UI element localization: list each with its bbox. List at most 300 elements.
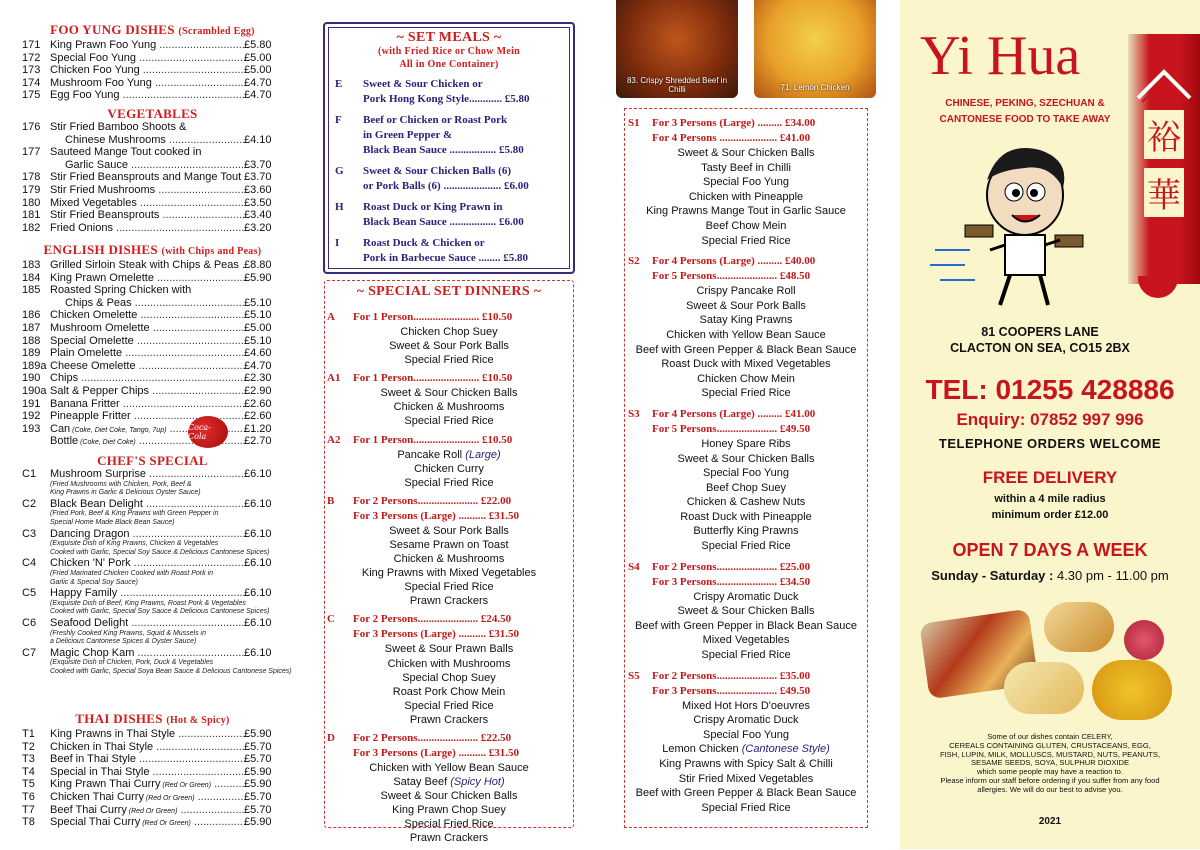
item-name: Special Omelette ..... — [50, 335, 245, 348]
item-name: Grilled Sirloin Steak with Chips & Peas ..... — [50, 259, 245, 272]
item-name: Roasted Spring Chicken with — [50, 284, 192, 297]
set-dinner-price: For 4 Persons (Large) ......... £40.00 — [652, 255, 816, 268]
chinese-roof-icon — [1134, 68, 1194, 104]
open-days: OPEN 7 DAYS A WEEK — [952, 540, 1148, 560]
menu-item — [0, 335, 305, 348]
set-dinner — [327, 612, 571, 727]
set-dinner-price: For 1 Person........................ £10.50 — [353, 433, 513, 446]
set-dinner-price: For 3 Persons...................... £34.50 — [652, 575, 811, 588]
set-meal-letter: E — [335, 78, 343, 90]
set-dinner-item: Beef with Green Pepper & Black Bean Sauce — [635, 343, 857, 356]
set-dinner-item: Mixed Hot Hors D'oeuvres — [681, 699, 811, 712]
set-dinner — [628, 254, 864, 401]
menu-item — [0, 52, 305, 65]
item-description: (Exquisite Dish of Beef, King Prawns, Roast Pork & Vegetables — [50, 599, 246, 607]
free-delivery-title: FREE DELIVERY — [982, 468, 1118, 487]
item-price: £5.90 — [244, 765, 272, 778]
set-dinner-item: Prawn Crackers — [409, 832, 489, 845]
set-dinner-item: Satay King Prawns — [699, 314, 793, 327]
allergy-line: allergies. We will do our best to advise you. — [977, 784, 1123, 794]
set-dinner-item: King Prawns Mange Tout in Garlic Sauce — [646, 205, 846, 218]
item-name: Special in Thai Style ..... — [50, 766, 245, 779]
set-dinner-item: Special Foo Yung — [702, 728, 790, 741]
item-number: T7 — [22, 803, 35, 816]
menu-item — [0, 804, 305, 817]
item-name: King Prawn Omelette ..... — [50, 272, 245, 285]
set-dinner-item: Chicken Chow Mein — [697, 372, 795, 385]
menu-item — [0, 259, 305, 272]
set-dinner-item: Sweet & Sour Chicken Balls — [380, 790, 518, 803]
set-dinner-price: For 3 Persons...................... £49.50 — [652, 684, 811, 697]
item-annotation: (Cantonese Style) — [738, 743, 830, 756]
item-number: C3 — [22, 527, 37, 540]
item-name-continued — [0, 159, 305, 172]
item-note: (Red Or Green) — [160, 782, 212, 790]
item-price: £3.50 — [244, 196, 272, 209]
family-set-dinners-section — [628, 116, 864, 821]
set-dinner-price-line — [628, 254, 864, 269]
hours-days: Sunday - Saturday : — [931, 568, 1054, 583]
item-price: £3.60 — [244, 183, 272, 196]
menu-item — [0, 284, 305, 297]
set-dinner-item: Chicken & Mushrooms — [393, 553, 505, 566]
item-price: £6.10 — [244, 616, 272, 629]
item-number: 186 — [22, 309, 41, 322]
set-dinner-price-line — [327, 433, 571, 448]
section-title: ENGLISH DISHES (with Chips and Peas) — [43, 242, 262, 257]
menu-item — [0, 816, 305, 829]
set-meal-item — [335, 113, 569, 158]
set-meal-line: Black Bean Sauce ................. £5.80 — [363, 144, 524, 156]
item-number: 180 — [22, 196, 41, 209]
menu-item — [0, 435, 305, 448]
set-dinner-item: Sweet & Sour Pork Balls — [389, 340, 509, 353]
set-meal-line: in Green Pepper & — [363, 129, 453, 141]
item-number: 188 — [22, 334, 41, 347]
item-price: £2.60 — [244, 410, 272, 423]
set-dinner-item: Special Chop Suey — [402, 671, 496, 684]
item-name: Stir Fried Bamboo Shoots & — [50, 121, 187, 133]
set-meal-letter: H — [335, 201, 344, 213]
item-note: (Red Or Green) — [126, 807, 178, 815]
chinese-character-2: 華 — [1144, 168, 1184, 217]
opening-hours — [900, 568, 1200, 583]
set-dinner-code: S4 — [628, 560, 640, 573]
section-title: CHEF'S SPECIAL — [97, 453, 208, 468]
menu-item — [0, 146, 305, 159]
item-number: 189a — [22, 359, 47, 372]
set-dinner-price-line — [628, 684, 864, 699]
set-dinner-item: Beef Chop Suey — [705, 481, 787, 494]
item-price: £5.90 — [244, 728, 272, 740]
set-dinner-price-line — [327, 371, 571, 386]
set-dinner — [327, 371, 571, 428]
set-dinner-price-line — [327, 612, 571, 627]
item-number: C5 — [22, 587, 37, 600]
set-dinner — [327, 731, 571, 846]
set-dinner-item: Chicken & Mushrooms — [393, 401, 505, 414]
set-dinner-price: For 2 Persons...................... £25.00 — [652, 560, 811, 573]
item-price: £6.10 — [244, 587, 272, 600]
chinese-character-1: 裕 — [1144, 110, 1184, 159]
item-description: Cooked with Garlic, Special Soy Sauce & Delicious Cantonese Spices) — [50, 548, 270, 556]
item-name: Cheese Omelette ..... — [50, 360, 245, 373]
item-price: £2.60 — [244, 397, 272, 410]
set-meal-item — [335, 164, 569, 194]
set-dinner-price: For 5 Persons...................... £49.50 — [652, 422, 811, 435]
set-meal-line: Roast Duck & Chicken or — [363, 237, 485, 249]
item-name: Pineapple Fritter ..... — [50, 410, 245, 423]
menu-item — [0, 557, 305, 570]
set-dinner-item: Special Foo Yung — [702, 467, 790, 480]
hours-time: 4.30 pm - 11.00 pm — [1056, 568, 1169, 583]
menu-item — [0, 197, 305, 210]
enquiry-phone: Enquiry: 07852 997 996 — [956, 410, 1144, 429]
set-meal-line: Beef or Chicken or Roast Pork — [363, 114, 508, 126]
set-dinner-item: Special Fried Rice — [701, 387, 791, 400]
year: 2021 — [1038, 816, 1062, 827]
menu-item — [0, 64, 305, 77]
section-subtitle: All in One Container) — [399, 59, 499, 70]
set-dinner — [628, 560, 864, 663]
menu-item — [0, 39, 305, 52]
set-dinner-item: Special Fried Rice — [404, 476, 494, 489]
item-price: £5.90 — [244, 778, 272, 791]
item-name: Happy Family ..... — [50, 587, 245, 600]
allergy-notice — [910, 733, 1190, 795]
bowl-icon — [1138, 276, 1178, 298]
set-dinner-item: Honey Spare Ribs — [701, 437, 791, 450]
item-name: Plain Omelette ..... — [50, 347, 245, 360]
set-dinner-item: Special Fried Rice — [404, 699, 494, 712]
photo-caption: 71. Lemon Chicken — [780, 83, 850, 92]
set-dinner — [628, 407, 864, 554]
address-line: CLACTON ON SEA, CO15 2BX — [950, 341, 1130, 355]
item-description: Cooked with Garlic, Special Soy Sauce & Delicious Cantonese Spices) — [50, 608, 270, 616]
allergy-line: SESAME SEEDS, SOYA, SULPHUR DIOXIDE — [970, 758, 1130, 768]
set-meal-line: Roast Duck or King Prawn in — [363, 201, 503, 213]
menu-item — [0, 184, 305, 197]
item-price: £5.00 — [244, 321, 272, 334]
item-price: £4.70 — [244, 76, 272, 89]
item-number: 177 — [22, 146, 41, 159]
set-meal-letter: F — [335, 114, 342, 126]
menu-item — [0, 753, 305, 766]
item-number: 178 — [22, 171, 41, 184]
item-number: C1 — [22, 468, 37, 480]
set-dinner-price-line — [628, 131, 864, 146]
item-number: 185 — [22, 284, 41, 297]
item-number: 172 — [22, 51, 41, 64]
set-dinner-item: Tasty Beef in Chilli — [701, 161, 791, 174]
item-number: C4 — [22, 557, 37, 570]
item-number: 192 — [22, 410, 41, 423]
item-price: £2.30 — [244, 372, 272, 385]
item-description: (Fried Mushrooms with Chicken, Pork, Beef & — [50, 480, 192, 488]
set-dinner-item: Sweet & Sour Pork Balls — [686, 299, 806, 312]
set-dinner-item: Chicken & Cashew Nuts — [686, 496, 806, 509]
item-price: £2.90 — [244, 384, 272, 397]
item-price: £4.70 — [244, 359, 272, 372]
item-description: Special Home Made Black Bean Sauce) — [50, 518, 175, 526]
set-dinner-price: For 4 Persons (Large) ......... £41.00 — [652, 407, 816, 420]
menu-item — [0, 728, 305, 741]
menu-item — [0, 423, 305, 436]
item-name: Stir Fried Mushrooms ..... — [50, 184, 245, 197]
set-dinner-item: Prawn Crackers — [409, 713, 489, 726]
set-dinner-item: Prawn Crackers — [409, 595, 489, 608]
item-name: Can (Coke, Diet Coke, Tango, 7up) ..... — [50, 423, 245, 438]
menu-item — [0, 766, 305, 779]
set-dinner-code: S2 — [628, 255, 640, 268]
item-price: £5.00 — [244, 51, 272, 64]
restaurant-info-panel — [900, 0, 1200, 849]
item-name: Chips & Peas ..... — [65, 297, 245, 310]
item-price: £5.70 — [244, 740, 272, 753]
item-name: Fried Onions ..... — [50, 222, 245, 235]
set-dinner-item: Special Fried Rice — [404, 354, 494, 367]
set-dinner-item: Crispy Aromatic Duck — [693, 590, 799, 603]
item-price: £8.80 — [244, 259, 272, 271]
set-dinner-item: Beef with Green Pepper & Black Bean Sauce — [635, 787, 857, 800]
menu-item — [0, 347, 305, 360]
menu-item — [0, 309, 305, 322]
section-title: FOO YUNG DISHES (Scrambled Egg) — [50, 22, 255, 37]
item-number: T4 — [22, 765, 35, 778]
item-number: 191 — [22, 397, 41, 410]
item-name: Chicken Omelette ..... — [50, 309, 245, 322]
set-dinner-item: Crispy Aromatic Duck — [693, 714, 799, 727]
item-name: Black Bean Delight ..... — [50, 498, 245, 511]
set-dinner-item: Mixed Vegetables — [702, 634, 790, 647]
set-dinner-price: For 2 Persons...................... £22.00 — [353, 494, 512, 507]
item-note: (Red Or Green) — [143, 794, 195, 802]
menu-item — [0, 322, 305, 335]
set-dinner-item: Special Fried Rice — [404, 415, 494, 428]
set-dinner-item: Roast Pork Chow Mein — [392, 685, 506, 698]
item-number: T5 — [22, 778, 35, 791]
set-dinner-code: A1 — [327, 372, 341, 385]
vegetables-section — [0, 106, 305, 234]
item-number: 190a — [22, 384, 47, 397]
delivery-info — [900, 491, 1200, 523]
item-name: Chips ..... — [50, 372, 245, 385]
section-subtitle: (with Fried Rice or Chow Mein — [377, 46, 521, 57]
item-number: 187 — [22, 321, 41, 334]
set-dinner-price-line — [327, 731, 571, 746]
set-dinner-item: Chicken with Pineapple — [688, 190, 804, 203]
set-dinner-item: Stir Fried Mixed Vegetables — [678, 772, 814, 785]
lemon-chicken-photo — [754, 0, 876, 98]
set-meal-line: or Pork Balls (6) ..................... £6.00 — [363, 180, 529, 192]
set-meals-section — [329, 30, 569, 272]
item-price: £4.60 — [244, 347, 272, 360]
chef-mascot-icon — [930, 140, 1100, 310]
menu-item — [0, 410, 305, 423]
item-name: Salt & Pepper Chips ..... — [50, 385, 245, 398]
item-price: £6.10 — [244, 497, 272, 510]
set-dinner-item: Beef Chow Mein — [705, 219, 787, 232]
menu-item — [0, 791, 305, 804]
set-dinner-price-line — [327, 310, 571, 325]
item-note: (Coke, Diet Coke, Tango, 7up) — [70, 426, 167, 434]
menu-item — [0, 372, 305, 385]
set-dinner-item: Lemon Chicken (Cantonese Style) — [662, 743, 830, 756]
item-description: a Delicious Cantonese Spices & Oyster Sauce) — [50, 638, 197, 646]
set-meal-line: Pork Hong Kong Style............ £5.80 — [363, 93, 530, 105]
item-number: C7 — [22, 646, 37, 659]
item-number: T6 — [22, 790, 35, 803]
set-dinner-price-line — [327, 746, 571, 761]
set-dinner-item: Sweet & Sour Chicken Balls — [380, 387, 518, 400]
menu-item — [0, 647, 305, 660]
crispy-beef-photo — [616, 0, 738, 98]
item-description: (Freshly Cooked King Prawns, Squid & Mussels in — [50, 629, 207, 637]
item-price: £4.10 — [244, 133, 272, 146]
item-number: T8 — [22, 816, 35, 829]
item-name: Egg Foo Yung ..... — [50, 89, 245, 102]
menu-item — [0, 77, 305, 90]
set-dinner-item: Sweet & Sour Chicken Balls — [677, 452, 815, 465]
set-dinner-item: Special Fried Rice — [701, 801, 791, 814]
set-dinner-price-line — [628, 422, 864, 437]
coca-cola-can-image: Coca-Cola — [188, 416, 228, 448]
set-dinner — [327, 494, 571, 609]
allergy-line: CEREALS CONTAINING GLUTEN, CRUSTACEANS, EGG, — [949, 740, 1151, 750]
set-dinner-item: Special Foo Yung — [702, 176, 790, 189]
item-description: (Exquisite Dish of King Prawns, Chicken & Vegetables — [50, 540, 219, 548]
allergy-line: Some of our dishes contain CELERY, — [987, 732, 1113, 741]
item-name: Stir Fried Beansprouts ..... — [50, 209, 245, 222]
set-dinner-code: A2 — [327, 433, 341, 446]
menu-item — [0, 385, 305, 398]
delivery-line: within a 4 mile radius — [994, 493, 1106, 505]
telephone: TEL: 01255 428886 — [925, 374, 1175, 405]
item-price: £5.90 — [244, 271, 272, 284]
menu-item — [0, 528, 305, 541]
item-name: Mushroom Omelette ..... — [50, 322, 245, 335]
set-dinner-price-line — [327, 509, 571, 524]
item-description: Garlic & Special Soy Sauce) — [50, 578, 138, 586]
set-dinner-price: For 3 Persons (Large) .......... £31.50 — [353, 746, 519, 759]
item-name: King Prawns in Thai Style ..... — [50, 728, 245, 741]
item-name-continued — [0, 134, 305, 147]
set-dinner-price-line — [327, 627, 571, 642]
set-meal-line: Sweet & Sour Chicken Balls (6) — [363, 165, 511, 177]
item-number: 179 — [22, 183, 41, 196]
set-dinner-item: Special Fried Rice — [404, 581, 494, 594]
set-dinner-item: Chicken Curry — [414, 462, 484, 475]
item-name: Special Foo Yung ..... — [50, 52, 245, 65]
allergy-line: Please inform our staff before ordering if you suffer from any food — [940, 775, 1160, 785]
menu-item — [0, 468, 305, 481]
item-price: £5.90 — [244, 816, 272, 829]
item-price: £5.00 — [244, 64, 272, 77]
item-name: Chinese Mushrooms ..... — [65, 134, 245, 147]
item-number: 182 — [22, 221, 41, 234]
item-name: King Prawn Thai Curry (Red Or Green) ..... — [50, 778, 245, 793]
item-number: T1 — [22, 728, 35, 740]
allergy-line: FISH, LUPIN, MILK, MOLLUSCS, MUSTARD, NUTS, PEANUTS, — [939, 749, 1161, 759]
item-number: T2 — [22, 740, 35, 753]
set-dinner-price-line — [628, 116, 864, 131]
item-price: £5.10 — [244, 334, 272, 347]
set-dinner-item: Sesame Prawn on Toast — [389, 538, 509, 551]
set-dinner — [628, 116, 864, 248]
item-price: £1.20 — [244, 422, 272, 435]
set-meal-line: Sweet & Sour Chicken or — [363, 78, 483, 90]
set-dinner-item: Special Fried Rice — [404, 818, 494, 831]
food-platter-photo — [924, 602, 1174, 722]
item-price: £3.70 — [244, 158, 272, 171]
item-name: King Prawn Foo Yung ..... — [50, 39, 245, 52]
menu-column-3 — [588, 0, 900, 849]
set-dinner-item: Beef with Green Pepper in Black Bean Sauce — [635, 619, 857, 632]
set-dinner-item: Special Fried Rice — [701, 234, 791, 247]
set-dinner-price: For 1 Person........................ £10.50 — [353, 311, 513, 323]
item-number: C6 — [22, 616, 37, 629]
telephone-orders: TELEPHONE ORDERS WELCOME — [938, 436, 1162, 451]
item-price: £5.80 — [244, 39, 272, 51]
item-number: 189 — [22, 347, 41, 360]
tagline-line: CHINESE, PEKING, SZECHUAN & — [945, 98, 1105, 109]
set-dinner-price-line — [628, 269, 864, 284]
item-number: 190 — [22, 372, 41, 385]
item-price: £2.70 — [244, 435, 272, 448]
restaurant-name: Yi Hua — [920, 25, 1081, 87]
set-dinner-code: B — [327, 494, 335, 507]
set-dinner-item: Chicken with Mushrooms — [387, 657, 511, 670]
set-dinner-code: S1 — [628, 117, 640, 129]
item-number: C2 — [22, 497, 37, 510]
set-dinner-item: Satay Beef (Spicy Hot) — [393, 776, 505, 789]
set-dinner-price-line — [628, 560, 864, 575]
set-dinner-price: For 3 Persons (Large) .......... £31.50 — [353, 628, 519, 641]
set-dinner-item: Sweet & Sour Chicken Balls — [677, 147, 815, 159]
set-meal-line: Pork in Barbecue Sauce ........ £5.80 — [363, 252, 528, 264]
item-price: £5.70 — [244, 790, 272, 803]
item-number: 173 — [22, 64, 41, 77]
item-name: Beef in Thai Style ..... — [50, 753, 245, 766]
item-name: Chicken Foo Yung ..... — [50, 64, 245, 77]
item-name: Seafood Delight ..... — [50, 617, 245, 630]
set-meal-item — [335, 77, 569, 107]
photo-caption: 83. Crispy Shredded Beef in Chilli — [626, 76, 728, 94]
menu-column-1 — [0, 0, 305, 849]
menu-item — [0, 398, 305, 411]
item-name: Garlic Sauce ..... — [65, 159, 245, 172]
item-name: Bottle (Coke, Diet Coke) ..... — [50, 435, 245, 450]
item-name: Chicken Thai Curry (Red Or Green) ..... — [50, 791, 245, 806]
item-price: £5.10 — [244, 309, 272, 322]
special-dinners-section — [327, 284, 571, 850]
item-annotation: (Large) — [462, 448, 501, 461]
set-dinner — [628, 669, 864, 816]
item-name: Mushroom Foo Yung ..... — [50, 77, 245, 90]
address-line: 81 COOPERS LANE — [981, 325, 1099, 339]
set-dinner-item: King Prawns with Mixed Vegetables — [361, 567, 537, 580]
item-price: £5.70 — [244, 753, 272, 766]
item-number: 183 — [22, 259, 41, 271]
item-note: (Coke, Diet Coke) — [78, 439, 136, 447]
section-title: VEGETABLES — [107, 106, 198, 121]
set-dinner-price: For 5 Persons...................... £48.50 — [652, 270, 811, 283]
allergy-line: which some people may have a reaction to. — [976, 767, 1124, 777]
set-dinner-item: Chicken Chop Suey — [400, 326, 498, 338]
menu-item — [0, 272, 305, 285]
item-price: £5.70 — [244, 803, 272, 816]
item-number: 184 — [22, 271, 41, 284]
